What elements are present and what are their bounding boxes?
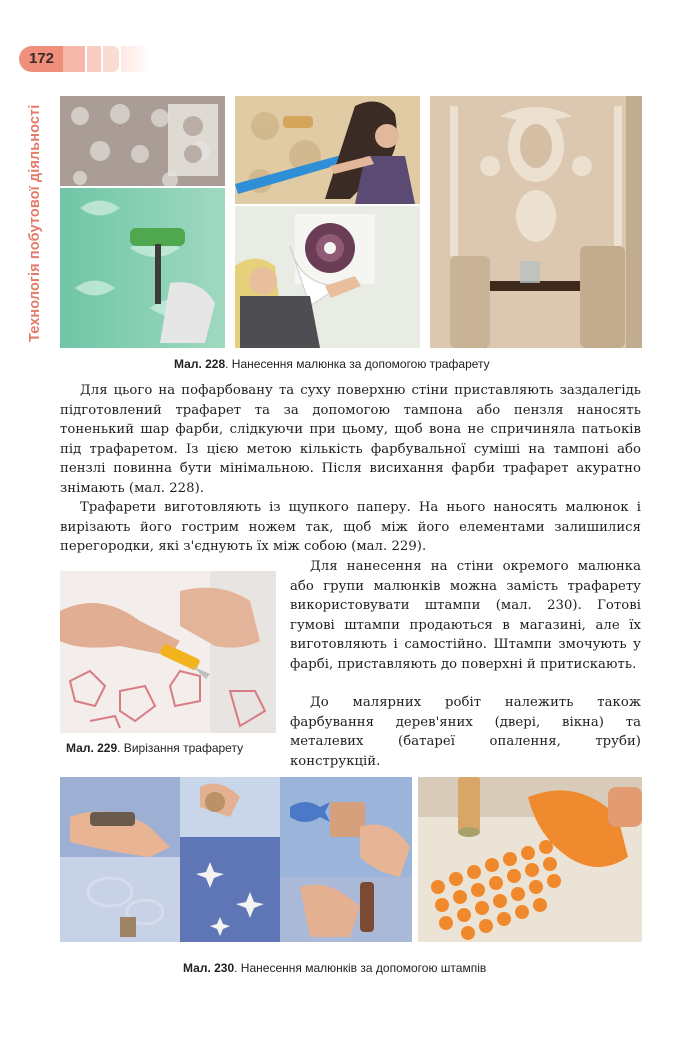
page-number-decoration [63,46,153,72]
figure-229-text: . Вирізання трафарету [117,741,244,755]
cutting-stencil-photo [60,571,276,733]
figure-230-caption [183,961,486,975]
figure-228-number: Мал. 228 [174,357,226,371]
woman-rolling-wall-photo [235,96,420,204]
paragraph-painting-woodwork: До малярних робіт належить також фарбування дерев'яних (двері, вікна) та металевих (батареї опалення, труби) конструкцій. [290,695,641,769]
paragraph-stencil-making: Трафарети виготовляють із щупкого паперу. На нього наносять малюнок і вирізають його гострим ножем так, щоб між його елементами залишилися перегородки, які з'єднують їх між собою (мал. 229). [60,500,641,554]
figure-229-number: Мал. 229 [66,741,118,755]
figure-230-number: Мал. 230 [183,961,235,975]
stencil-pattern-photo [60,96,225,186]
stenciled-dining-room-photo [430,96,642,348]
figure-228-text: . Нанесення малюнка за допомогою трафарету [225,357,490,371]
figure-230-text: . Нанесення малюнків за допомогою штампів [234,961,487,975]
orange-stamp-pattern-photo [418,777,642,942]
stamping-collage-photo [60,777,412,942]
section-side-title: Технологія побутової діяльності [27,104,43,342]
page-number: 172 [19,46,63,72]
figure-229-caption [66,741,243,755]
paragraph-stamps: Для нанесення на стіни окремого малюнка або групи малюнків можна замість трафарету використовувати штампи (мал. 230). Готові гумові штампи продаються в магазині, але їх виготовляють і самостійно. Штампи змочують у фарбі, приставляють до поверхні й притискають. [290,559,641,672]
roller-stencil-photo [60,188,225,348]
paragraph-stencil-application: Для цього на пофарбовану та суху поверхню стіни приставляють заздалегідь підготовлений трафарет та за допомогою тампона або пензля наносять тоненький шар фарби, слідкуючи при цьому, щоб вона не спричиняла патьоків під трафаретом. Із цією метою кількість фарбувальної суміші на тампоні або пензлі повинна бути мінімальною. Після висихання фарби трафарет акуратно знімають (мал. 228). [60,383,641,496]
woman-applying-stencil-photo [235,206,420,348]
figure-228-caption [174,357,490,371]
